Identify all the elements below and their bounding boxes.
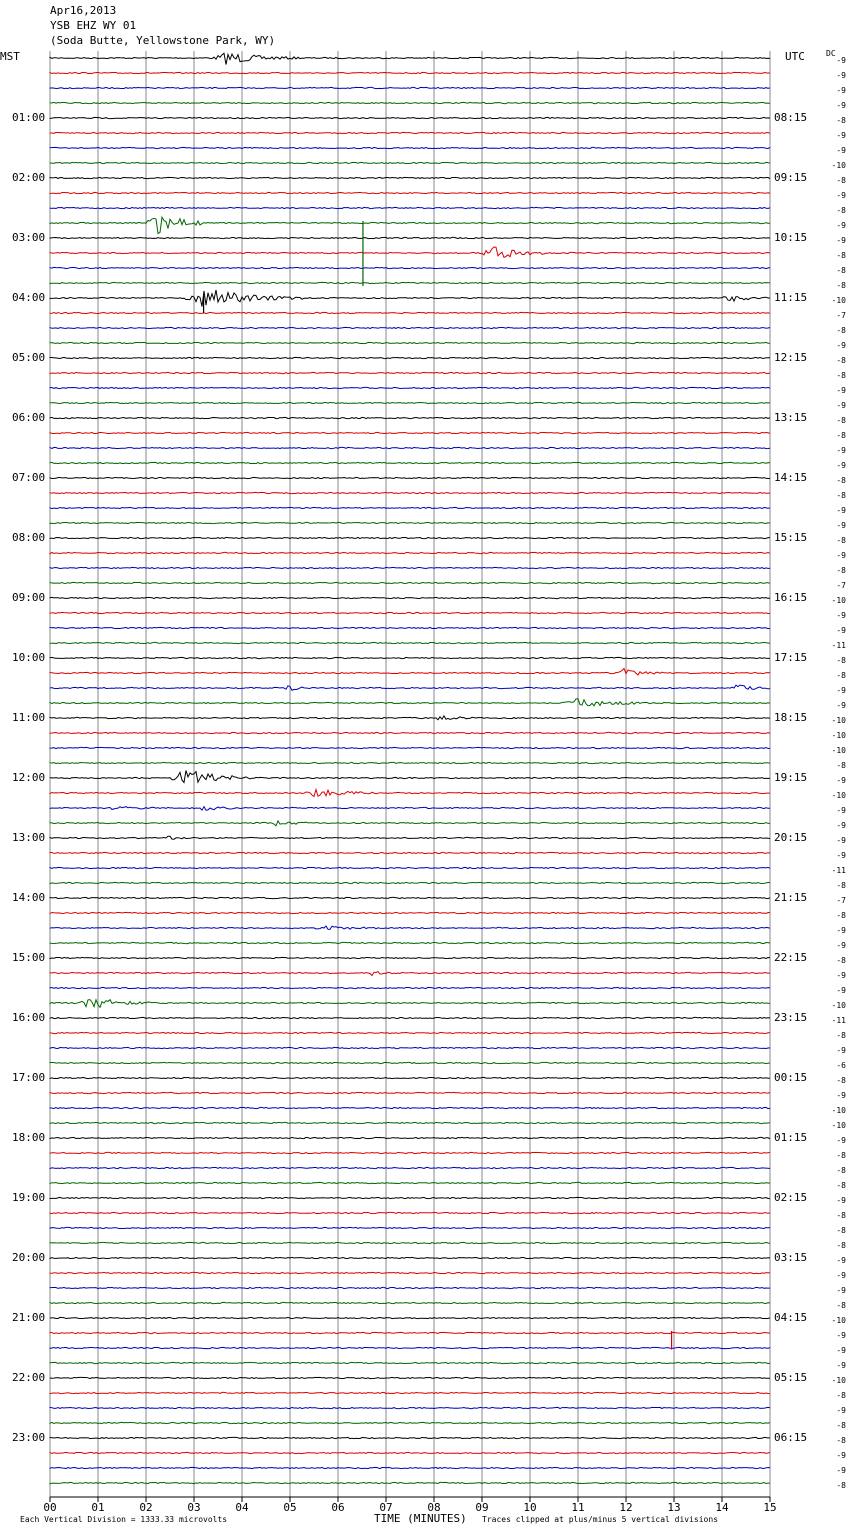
dc-offset-value: -8 xyxy=(836,371,846,380)
right-hour-label: 02:15 xyxy=(774,1191,808,1204)
dc-offset-value: -9 xyxy=(836,1256,846,1265)
x-tick-label: 13 xyxy=(667,1501,681,1514)
trace-row xyxy=(50,1347,770,1348)
right-hour-label: 01:15 xyxy=(774,1131,808,1144)
left-hour-label: 20:00 xyxy=(12,1251,46,1264)
trace-row xyxy=(50,53,770,64)
left-hour-label: 22:00 xyxy=(12,1371,46,1384)
dc-offset-value: -8 xyxy=(836,266,846,275)
trace-row xyxy=(50,747,770,748)
right-hour-label: 10:15 xyxy=(774,231,808,244)
trace-row xyxy=(50,716,770,720)
left-hour-label: 17:00 xyxy=(12,1071,46,1084)
trace-row xyxy=(50,387,770,388)
dc-offset-value: -8 xyxy=(836,1211,846,1220)
trace-row xyxy=(50,1242,770,1243)
left-hour-label: 14:00 xyxy=(12,891,46,904)
dc-offset-value: -9 xyxy=(836,686,846,695)
x-tick-label: 12 xyxy=(619,1501,633,1514)
right-hour-label: 23:15 xyxy=(774,1011,808,1024)
trace-row xyxy=(50,1377,770,1378)
trace-row xyxy=(50,612,770,613)
dc-offset-value: -9 xyxy=(836,101,846,110)
trace-row xyxy=(50,72,770,73)
dc-offset-value: -9 xyxy=(836,221,846,230)
trace-row xyxy=(50,372,770,373)
dc-offset-value: -8 xyxy=(836,1031,846,1040)
dc-offset-value: -11 xyxy=(831,866,846,875)
x-tick-label: 10 xyxy=(523,1501,537,1514)
trace-row xyxy=(50,477,770,478)
dc-offset-value: -7 xyxy=(836,896,846,905)
dc-offset-value: -9 xyxy=(836,1286,846,1295)
trace-row xyxy=(50,87,770,88)
dc-offset-value: -10 xyxy=(831,791,846,800)
dc-offset-value: -8 xyxy=(836,881,846,890)
trace-row xyxy=(50,342,770,343)
trace-row xyxy=(50,177,770,178)
trace-row xyxy=(50,867,770,868)
left-hour-label: 03:00 xyxy=(12,231,46,244)
trace-row xyxy=(50,117,770,118)
dc-offset-value: -8 xyxy=(836,1436,846,1445)
dc-offset-value: -8 xyxy=(836,1301,846,1310)
trace-row xyxy=(50,267,770,268)
traces xyxy=(50,53,770,1483)
x-tick-label: 11 xyxy=(571,1501,585,1514)
dc-offset-value: -9 xyxy=(836,461,846,470)
trace-row xyxy=(50,1392,770,1393)
right-hour-label: 21:15 xyxy=(774,891,808,904)
right-hour-label: 13:15 xyxy=(774,411,808,424)
trace-row xyxy=(50,1197,770,1198)
right-hour-label: 16:15 xyxy=(774,591,808,604)
trace-row xyxy=(50,402,770,403)
dc-offset-value: -9 xyxy=(836,776,846,785)
dc-offset-value: -9 xyxy=(836,341,846,350)
trace-row xyxy=(50,972,770,976)
trace-row xyxy=(50,1212,770,1213)
trace-row xyxy=(50,882,770,883)
dc-offset-value: -9 xyxy=(836,941,846,950)
dc-offset-value: -10 xyxy=(831,1106,846,1115)
right-hour-label: 12:15 xyxy=(774,351,808,364)
trace-row xyxy=(50,290,770,307)
trace-row xyxy=(50,1062,770,1063)
trace-row xyxy=(50,192,770,193)
station-label: YSB EHZ WY 01 xyxy=(50,19,137,32)
dc-offset-value: -8 xyxy=(836,656,846,665)
dc-offset-value: -9 xyxy=(836,926,846,935)
dc-offset-value: -9 xyxy=(836,401,846,410)
dc-offset-value: -8 xyxy=(836,1226,846,1235)
trace-row xyxy=(50,987,770,988)
dc-offset-value: -8 xyxy=(836,476,846,485)
dc-offset-value: -8 xyxy=(836,1391,846,1400)
trace-row xyxy=(50,552,770,553)
left-hour-label: 23:00 xyxy=(12,1431,46,1444)
trace-row xyxy=(50,1362,770,1363)
trace-row xyxy=(50,147,770,148)
trace-row xyxy=(50,1317,770,1318)
x-tick-label: 08 xyxy=(427,1501,441,1514)
right-hour-label: 06:15 xyxy=(774,1431,808,1444)
trace-row xyxy=(50,1407,770,1408)
trace-row xyxy=(50,522,770,523)
left-hour-label: 12:00 xyxy=(12,771,46,784)
trace-row xyxy=(50,852,770,853)
trace-row xyxy=(50,247,770,257)
dc-offset-value: -8 xyxy=(836,206,846,215)
dc-offset-value: -9 xyxy=(836,626,846,635)
dc-offset-value: -9 xyxy=(836,1271,846,1280)
dc-offset-value: -11 xyxy=(831,1016,846,1025)
trace-row xyxy=(50,807,770,811)
trace-row xyxy=(50,1482,770,1483)
trace-row xyxy=(50,597,770,598)
trace-row xyxy=(50,162,770,163)
x-tick-label: 00 xyxy=(43,1501,57,1514)
trace-row xyxy=(50,357,770,358)
trace-row xyxy=(50,1272,770,1273)
dc-offset-value: -9 xyxy=(836,71,846,80)
trace-row xyxy=(50,1152,770,1153)
trace-row xyxy=(50,207,770,208)
left-hour-label: 19:00 xyxy=(12,1191,46,1204)
x-tick-label: 02 xyxy=(139,1501,153,1514)
dc-offset-value: -9 xyxy=(836,191,846,200)
trace-row xyxy=(50,897,770,898)
trace-row xyxy=(50,1077,770,1078)
x-tick-label: 15 xyxy=(763,1501,777,1514)
trace-row xyxy=(50,942,770,943)
dc-offset-value: -9 xyxy=(836,551,846,560)
left-hour-label: 02:00 xyxy=(12,171,46,184)
right-hour-label: 15:15 xyxy=(774,531,808,544)
trace-row xyxy=(50,567,770,568)
left-hour-label: 05:00 xyxy=(12,351,46,364)
trace-row xyxy=(50,1092,770,1093)
trace-row xyxy=(50,282,770,283)
dc-offset-value: -9 xyxy=(836,836,846,845)
dc-offset-value: -8 xyxy=(836,176,846,185)
trace-row xyxy=(50,312,770,313)
x-tick-label: 07 xyxy=(379,1501,393,1514)
dc-offset-value: -8 xyxy=(836,671,846,680)
dc-offset-value: -9 xyxy=(836,806,846,815)
trace-row xyxy=(50,1287,770,1288)
dc-offset-value: -10 xyxy=(831,161,846,170)
dc-offset-value: -9 xyxy=(836,611,846,620)
dc-offset-value: -9 xyxy=(836,446,846,455)
right-hour-label: 04:15 xyxy=(774,1311,808,1324)
dc-offset-value: -9 xyxy=(836,1451,846,1460)
dc-offset-value: -9 xyxy=(836,236,846,245)
trace-row xyxy=(50,685,770,690)
dc-offset-value: -9 xyxy=(836,701,846,710)
x-axis-label: TIME (MINUTES) xyxy=(374,1512,467,1525)
trace-row xyxy=(50,462,770,463)
left-hour-label: 11:00 xyxy=(12,711,46,724)
x-tick-label: 09 xyxy=(475,1501,489,1514)
right-hour-label: 08:15 xyxy=(774,111,808,124)
left-hour-label: 10:00 xyxy=(12,651,46,664)
right-hour-label: 19:15 xyxy=(774,771,808,784)
trace-row xyxy=(50,1452,770,1453)
dc-offset-value: -8 xyxy=(836,1421,846,1430)
left-hour-label: 16:00 xyxy=(12,1011,46,1024)
dc-offset-value: -10 xyxy=(831,596,846,605)
right-hour-label: 17:15 xyxy=(774,651,808,664)
dc-offset-value: -7 xyxy=(836,581,846,590)
dc-offset-value: -8 xyxy=(836,1076,846,1085)
dc-offset-value: -10 xyxy=(831,716,846,725)
dc-offset-value: -8 xyxy=(836,356,846,365)
trace-row xyxy=(50,1302,770,1303)
right-hour-label: 00:15 xyxy=(774,1071,808,1084)
x-tick-label: 03 xyxy=(187,1501,201,1514)
dc-offset-value: -9 xyxy=(836,986,846,995)
left-axis-title: MST xyxy=(0,50,20,63)
trace-row xyxy=(50,132,770,133)
left-hour-label: 18:00 xyxy=(12,1131,46,1144)
trace-row xyxy=(50,762,770,763)
dc-offset-value: -8 xyxy=(836,491,846,500)
right-hour-label: 22:15 xyxy=(774,951,808,964)
dc-offset-value: -9 xyxy=(836,506,846,515)
dc-offset-value: -9 xyxy=(836,1136,846,1145)
trace-row xyxy=(50,217,770,233)
trace-row xyxy=(50,957,770,958)
dc-offset-value: -10 xyxy=(831,1121,846,1130)
right-hour-label: 20:15 xyxy=(774,831,808,844)
clip-note: Traces clipped at plus/minus 5 vertical divisions xyxy=(482,1515,719,1524)
dc-offset-value: -9 xyxy=(836,821,846,830)
trace-row xyxy=(50,447,770,448)
trace-row xyxy=(50,1182,770,1183)
dc-offset-value: -9 xyxy=(836,86,846,95)
trace-row xyxy=(50,836,770,839)
x-tick-label: 14 xyxy=(715,1501,729,1514)
dc-offset-value: -9 xyxy=(836,1466,846,1475)
trace-row xyxy=(50,699,770,706)
location-label: (Soda Butte, Yellowstone Park, WY) xyxy=(50,34,276,47)
trace-row xyxy=(50,507,770,508)
x-tick-label: 01 xyxy=(91,1501,105,1514)
dc-offset-value: -10 xyxy=(831,1001,846,1010)
dc-offset-value: -8 xyxy=(836,1241,846,1250)
right-hour-label: 14:15 xyxy=(774,471,808,484)
dc-offset-value: -8 xyxy=(836,761,846,770)
dc-offset-value: -9 xyxy=(836,1331,846,1340)
dc-offset-value: -11 xyxy=(831,641,846,650)
trace-row xyxy=(50,102,770,103)
dc-offset-value: -8 xyxy=(836,1166,846,1175)
trace-row xyxy=(50,432,770,433)
trace-row xyxy=(50,926,770,929)
left-hour-label: 07:00 xyxy=(12,471,46,484)
trace-row xyxy=(50,1047,770,1048)
dc-offset-value: -6 xyxy=(836,1061,846,1070)
trace-row xyxy=(50,1017,770,1018)
left-hour-label: 08:00 xyxy=(12,531,46,544)
trace-row xyxy=(50,1467,770,1468)
dc-offset-value: -8 xyxy=(836,1481,846,1490)
trace-row xyxy=(50,1137,770,1138)
dc-offset-value: -8 xyxy=(836,1151,846,1160)
right-hour-label: 18:15 xyxy=(774,711,808,724)
dc-offset-value: -9 xyxy=(836,146,846,155)
left-hour-label: 15:00 xyxy=(12,951,46,964)
x-tick-label: 06 xyxy=(331,1501,345,1514)
dc-offset-value: -8 xyxy=(836,416,846,425)
trace-row xyxy=(50,1422,770,1423)
trace-row xyxy=(50,821,770,826)
dc-offset-value: -7 xyxy=(836,311,846,320)
right-hour-label: 09:15 xyxy=(774,171,808,184)
trace-row xyxy=(50,1000,770,1008)
trace-row xyxy=(50,642,770,643)
dc-offset-value: -9 xyxy=(836,1361,846,1370)
trace-row xyxy=(50,537,770,538)
dc-label: DC xyxy=(826,49,836,58)
dc-offset-value: -9 xyxy=(836,851,846,860)
trace-row xyxy=(50,582,770,583)
left-hour-label: 21:00 xyxy=(12,1311,46,1324)
trace-row xyxy=(50,669,770,676)
trace-row xyxy=(50,237,770,238)
dc-offset-value: -9 xyxy=(836,1091,846,1100)
right-axis-title: UTC xyxy=(785,50,805,63)
trace-row xyxy=(50,417,770,418)
x-tick-label: 05 xyxy=(283,1501,297,1514)
left-hour-label: 01:00 xyxy=(12,111,46,124)
left-hour-label: 13:00 xyxy=(12,831,46,844)
scale-note: Each Vertical Division = 1333.33 microvolts xyxy=(20,1515,228,1524)
dc-offset-value: -9 xyxy=(836,56,846,65)
dc-offset-value: -10 xyxy=(831,731,846,740)
left-hour-label: 09:00 xyxy=(12,591,46,604)
trace-row xyxy=(50,1107,770,1108)
trace-row xyxy=(50,1167,770,1168)
right-hour-label: 03:15 xyxy=(774,1251,808,1264)
trace-row xyxy=(50,1332,770,1333)
event-marks xyxy=(204,221,672,1350)
dc-offset-value: -9 xyxy=(836,1046,846,1055)
trace-row xyxy=(50,1257,770,1258)
dc-offset-value: -9 xyxy=(836,1346,846,1355)
right-hour-label: 05:15 xyxy=(774,1371,808,1384)
left-hour-label: 06:00 xyxy=(12,411,46,424)
dc-offset-value: -10 xyxy=(831,1376,846,1385)
dc-offset-value: -8 xyxy=(836,536,846,545)
dc-offset-value: -8 xyxy=(836,281,846,290)
trace-row xyxy=(50,327,770,328)
right-hour-label: 11:15 xyxy=(774,291,808,304)
trace-row xyxy=(50,1437,770,1438)
left-hour-label: 04:00 xyxy=(12,291,46,304)
trace-row xyxy=(50,790,770,797)
dc-offset-value: -8 xyxy=(836,251,846,260)
trace-row xyxy=(50,627,770,628)
dc-offset-value: -9 xyxy=(836,386,846,395)
dc-offset-value: -8 xyxy=(836,116,846,125)
dc-offset-value: -10 xyxy=(831,296,846,305)
dc-offset-value: -10 xyxy=(831,746,846,755)
dc-offset-value: -9 xyxy=(836,971,846,980)
dc-offset-value: -8 xyxy=(836,956,846,965)
trace-row xyxy=(50,732,770,733)
trace-row xyxy=(50,912,770,913)
dc-offset-value: -10 xyxy=(831,1316,846,1325)
date-label: Apr16,2013 xyxy=(50,4,117,17)
dc-offset-value: -8 xyxy=(836,911,846,920)
trace-row xyxy=(50,492,770,493)
dc-offset-value: -8 xyxy=(836,566,846,575)
trace-row xyxy=(50,771,770,783)
dc-offset-value: -9 xyxy=(836,521,846,530)
dc-offset-value: -8 xyxy=(836,326,846,335)
dc-offset-value: -9 xyxy=(836,1406,846,1415)
dc-offset-value: -8 xyxy=(836,431,846,440)
trace-row xyxy=(50,1032,770,1033)
x-tick-label: 04 xyxy=(235,1501,249,1514)
trace-row xyxy=(50,657,770,658)
dc-offset-value: -8 xyxy=(836,1181,846,1190)
dc-offset-value: -9 xyxy=(836,131,846,140)
dc-offset-value: -9 xyxy=(836,1196,846,1205)
trace-row xyxy=(50,1227,770,1228)
trace-row xyxy=(50,1122,770,1123)
